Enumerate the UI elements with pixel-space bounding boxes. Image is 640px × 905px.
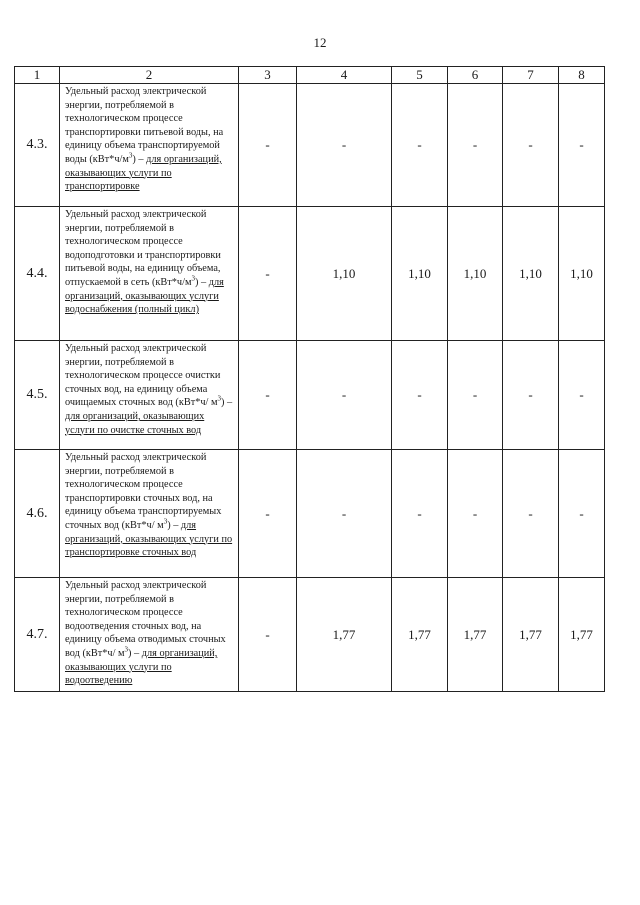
cell-col4: - — [297, 84, 392, 207]
cell-col5: - — [392, 341, 448, 450]
table-row — [15, 207, 605, 341]
cell-col7: 1,77 — [503, 578, 559, 692]
header-cell: 5 — [392, 67, 448, 84]
cell-col3: - — [239, 84, 297, 207]
cell-col4: 1,77 — [297, 578, 392, 692]
cell-col6: 1,77 — [448, 578, 503, 692]
indicators-table — [14, 66, 605, 692]
header-row — [15, 67, 605, 84]
cell-col8: - — [559, 84, 605, 207]
row-description: Удельный расход электрической энергии, потребляемой в технологическом процессе очистки сточных вод, на единицу объема очищаемых сточных вод (кВт*ч/ $м^3$) – для организаций, оказывающих услуги по очистке сточных вод — [60, 341, 239, 450]
row-number: 4.3. — [15, 84, 60, 207]
table-row — [15, 341, 605, 450]
cell-col6: - — [448, 341, 503, 450]
row-number: 4.5. — [15, 341, 60, 450]
cell-col8: - — [559, 450, 605, 578]
cell-col5: - — [392, 84, 448, 207]
cell-col5: 1,10 — [392, 207, 448, 341]
cell-col4: - — [297, 341, 392, 450]
cell-col8: - — [559, 341, 605, 450]
header-cell: 8 — [559, 67, 605, 84]
cell-col4: - — [297, 450, 392, 578]
header-cell: 7 — [503, 67, 559, 84]
cell-col7: - — [503, 450, 559, 578]
cell-col5: 1,77 — [392, 578, 448, 692]
row-description: Удельный расход электрической энергии, потребляемой в технологическом процессе водоотведения сточных вод, на единицу объема отводимых сточных вод (кВт*ч/ $м^3$) – для организаций, оказывающих услуги по водоотведению — [60, 578, 239, 692]
cell-col3: - — [239, 341, 297, 450]
row-number: 4.6. — [15, 450, 60, 578]
cell-col6: 1,10 — [448, 207, 503, 341]
cell-col7: 1,10 — [503, 207, 559, 341]
cell-col5: - — [392, 450, 448, 578]
cell-col3: - — [239, 450, 297, 578]
table-row — [15, 450, 605, 578]
header-cell: 3 — [239, 67, 297, 84]
cell-col8: 1,10 — [559, 207, 605, 341]
row-number: 4.7. — [15, 578, 60, 692]
table-row — [15, 84, 605, 207]
cell-col6: - — [448, 84, 503, 207]
header-cell: 4 — [297, 67, 392, 84]
row-description: Удельный расход электрической энергии, потребляемой в технологическом процессе водоподготовки и транспортировки питьевой воды, на единицу объема, отпускаемой в сеть $(кВт*ч/м^3)$ – для организаций, оказывающих услуги водоснабжения (полный цикл) — [60, 207, 239, 341]
cell-col3: - — [239, 207, 297, 341]
header-cell: 2 — [60, 67, 239, 84]
cell-col3: - — [239, 578, 297, 692]
header-cell: 1 — [15, 67, 60, 84]
row-description: Удельный расход электрической энергии, потребляемой в технологическом процессе транспортировки сточных вод, на единицу объема транспортируемых сточных вод (кВт*ч/ $м^3$) – для организаций, оказывающих услуги по транспортировке сточных вод — [60, 450, 239, 578]
row-description: Удельный расход электрической энергии, потребляемой в технологическом процессе транспортировки питьевой воды, на единицу объема транспортируемой воды $(кВт*ч/м^3)$ – для организаций, оказывающих услуги по транспортировке — [60, 84, 239, 207]
cell-col4: 1,10 — [297, 207, 392, 341]
header-cell: 6 — [448, 67, 503, 84]
cell-col6: - — [448, 450, 503, 578]
page-number: 12 — [313, 35, 327, 50]
cell-col8: 1,77 — [559, 578, 605, 692]
row-number: 4.4. — [15, 207, 60, 341]
cell-col7: - — [503, 341, 559, 450]
cell-col7: - — [503, 84, 559, 207]
table-row — [15, 578, 605, 692]
